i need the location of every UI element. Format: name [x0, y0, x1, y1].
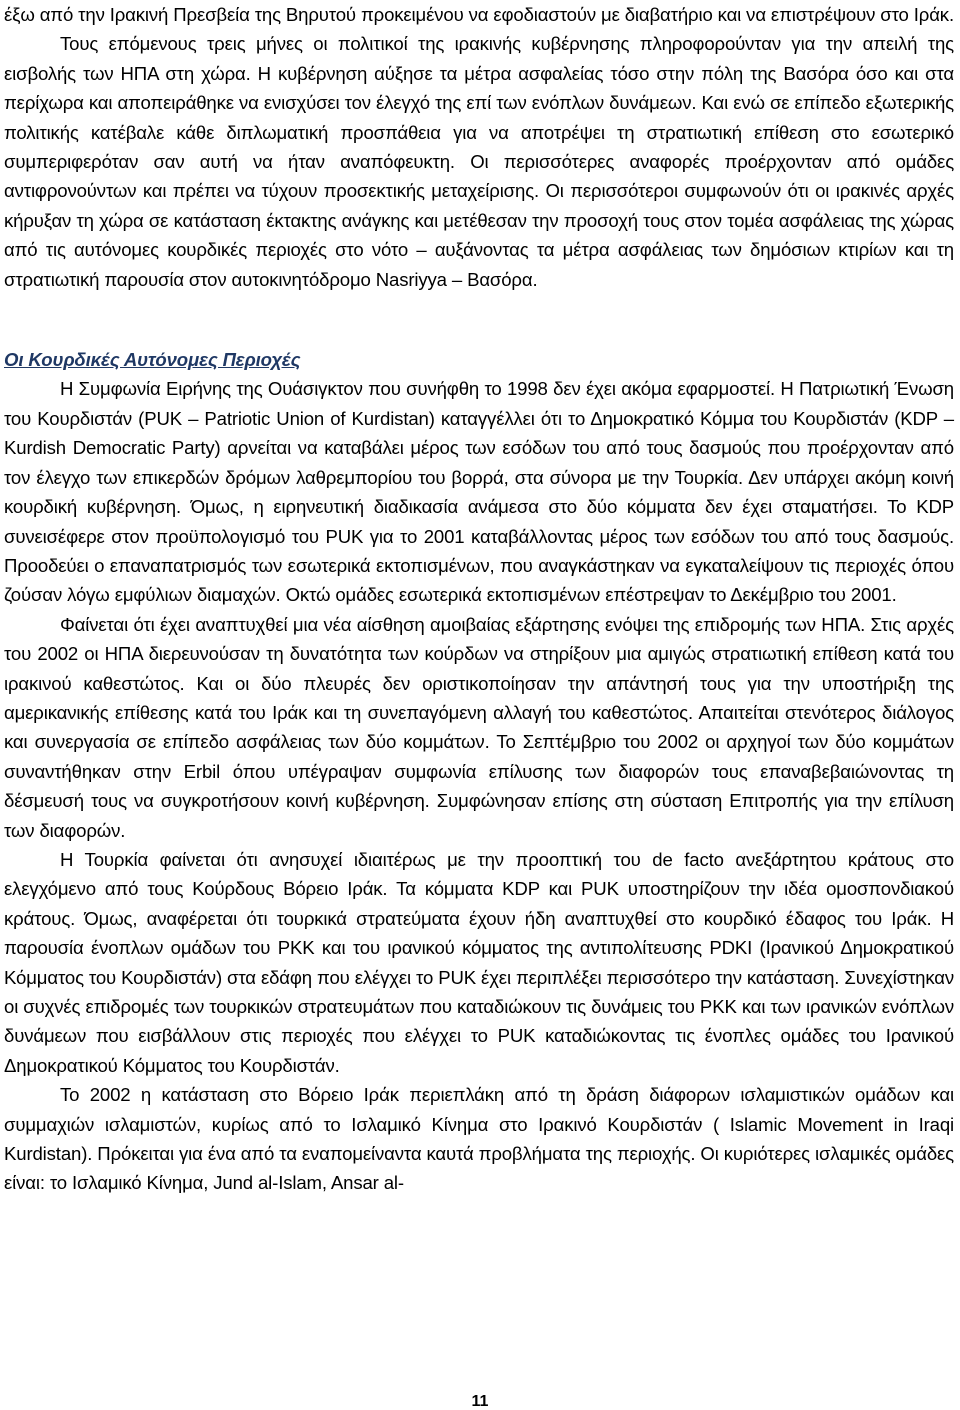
paragraph-iraq-security: Τους επόμενους τρεις μήνες οι πολιτικοί της ιρακινής κυβέρνησης πληροφορούνταν για την απειλή της εισβολής των ΗΠΑ στη χώρα. Η κυβέρνηση αύξησε τα μέτρα ασφαλείας τόσο στην πόλη της Βασόρα όσο και στα περίχωρα και αποπειράθηκε να ενισχύσει τον έλεγχό της επί των ενόπλων δυνάμεων. Και ενώ σε επίπεδο εξωτερικής πολιτικής κατέβαλε κάθε διπλωματική προσπάθεια για να αποτρέψει τη στρατιωτική επίθεση στο εσωτερικό συμπεριφερόταν σαν αυτή να ήταν αναπόφευκτη. Οι περισσότερες αναφορές προέρχονταν από ομάδες αντιφρονούντων και πρέπει να τύχουν προσεκτικής μεταχείρισης. Οι περισσότεροι συμφωνούν ότι οι ιρακινές αρχές κήρυξαν τη χώρα σε κατάσταση έκτακτης ανάγκης και μετέθεσαν την προσοχή τους στον τομέα ασφάλειας της χώρας από τις αυτόνομες κουρδικές περιοχές στο νότο – αυξάνοντας τα μέτρα ασφάλειας των δημόσιων κτιρίων και τη στρατιωτική παρουσία στον αυτοκινητόδρομο Nasriyya – Βασόρα. [4, 33, 954, 290]
paragraph-kurdish-peace: Η Συμφωνία Ειρήνης της Ουάσιγκτον που συνήφθη το 1998 δεν έχει ακόμα εφαρμοστεί. Η Πατριωτική Ένωση του Κουρδιστάν (PUK – Patriotic Union of Kurdistan) καταγγέλλει ότι το Δημοκρατικό Κόμμα του Κουρδιστάν (KDP – Kurdish Democratic Party) αρνείται να καταβάλει μέρος των εσόδων του από τους δασμούς που προέρχονταν από τον έλεγχο των επικερδών δρόμων λαθρεμπορίου του βορρά, στα σύνορα με την Τουρκία. Δεν υπάρχει ακόμη κοινή κουρδική κυβέρνηση. Όμως, η ειρηνευτική διαδικασία ανάμεσα στο δύο κόμματα δεν έχει σταματήσει. Το KDP συνεισέφερε στον προϋπολογισμό του PUK για το 2001 καταβάλλοντας μέρος των εσόδων του από τους δασμούς. Προοδεύει ο επαναπατρισμός των εσωτερικά εκτοπισμένων, που αναγκάστηκαν να εγκαταλείψουν τις περιοχές όπου ζούσαν λόγω εμφύλιων διαμαχών. Οκτώ ομάδες εσωτερικά εκτοπισμένων επέστρεψαν το Δεκέμβριο του 2001. [4, 378, 954, 606]
section-heading: Οι Κουρδικές Αυτόνομες Περιοχές [4, 349, 301, 371]
section-spacer [4, 294, 954, 345]
paragraph-islamist-groups: Το 2002 η κατάσταση στο Βόρειο Ιράκ περιεπλάκη από τη δράση διάφορων ισλαμιστικών ομάδων και συμμαχιών ισλαμιστών, κυρίως από το Ισλαμικό Κίνημα στο Ιρακινό Κουρδιστάν ( Islamic Movement in Iraqi Kurdistan). Πρόκειται για ένα από τα εναπομείναντα καυτά προβλήματα της περιοχής. Οι κυριότερες ισλαμικές ομάδες είναι: το Ισλαμικό Κίνημα, Jund al-Islam, Ansar al- [4, 1084, 954, 1194]
document-body [4, 0, 954, 1198]
paragraph-turkey: Η Τουρκία φαίνεται ότι ανησυχεί ιδιαιτέρως με την προοπτική του de facto ανεξάρτητου κράτους στο ελεγχόμενο από τους Κούρδους Βόρειο Ιράκ. Τα κόμματα KDP και PUK υποστηρίζουν την ιδέα ομοσπονδιακού κράτους. Όμως, αναφέρεται ότι τουρκικά στρατεύματα έχουν ήδη αναπτυχθεί στο κουρδικό έδαφος του Ιράκ. Η παρουσία ένοπλων ομάδων του PKK και του ιρανικού κόμματος της αντιπολίτευσης PDKI (Ιρανικού Δημοκρατικού Κόμματος του Κουρδιστάν) στα εδάφη που ελέγχει το PUK έχει περιπλέξει περισσότερο την κατάσταση. Συνεχίστηκαν οι συχνές επιδρομές των τουρκικών στρατευμάτων που καταδιώκουν τις δυνάμεις του PKK και των ιρανικών ενόπλων δυνάμεων που εισβάλλουν στις περιοχές που ελέγχει το PUK καταδιώκοντας τις ένοπλες ομάδες του Ιρανικού Δημοκρατικού Κόμματος του Κουρδιστάν. [4, 848, 954, 1076]
paragraph-us-dependence: Φαίνεται ότι έχει αναπτυχθεί μια νέα αίσθηση αμοιβαίας εξάρτησης ενόψει της επιδρομής των ΗΠΑ. Στις αρχές του 2002 οι ΗΠΑ διερευνούσαν τη δυνατότητα των κούρδων να στηρίξουν μια αμιγώς στρατιωτική επίθεση κατά του ιρακινού καθεστώτος. Και οι δύο πλευρές δεν οριστικοποίησαν την απάντησή τους για την υποστήριξη της αμερικανικής επίθεσης κατά του Ιράκ και τη συνεπαγόμενη αλλαγή του καθεστώτος. Απαιτείται στενότερος διάλογος και συνεργασία σε επίπεδο ασφάλειας των δύο κομμάτων. Το Σεπτέμβριο του 2002 οι αρχηγοί των δύο κομμάτων συναντήθηκαν στην Erbil όπου υπέγραψαν συμφωνία επίλυσης των διαφορών τους επαναβεβαιώνοντας τη δέσμευσή τους να συγκροτήσουν κοινή κυβέρνηση. Συμφώνησαν επίσης στη σύσταση Επιτροπής για την επίλυση των διαφορών. [4, 613, 954, 841]
paragraph-continuation: έξω από την Ιρακινή Πρεσβεία της Βηρυτού προκειμένου να εφοδιαστούν με διαβατήριο και να επιστρέψουν στο Ιράκ. [4, 4, 954, 25]
page-number: 11 [471, 1393, 489, 1410]
